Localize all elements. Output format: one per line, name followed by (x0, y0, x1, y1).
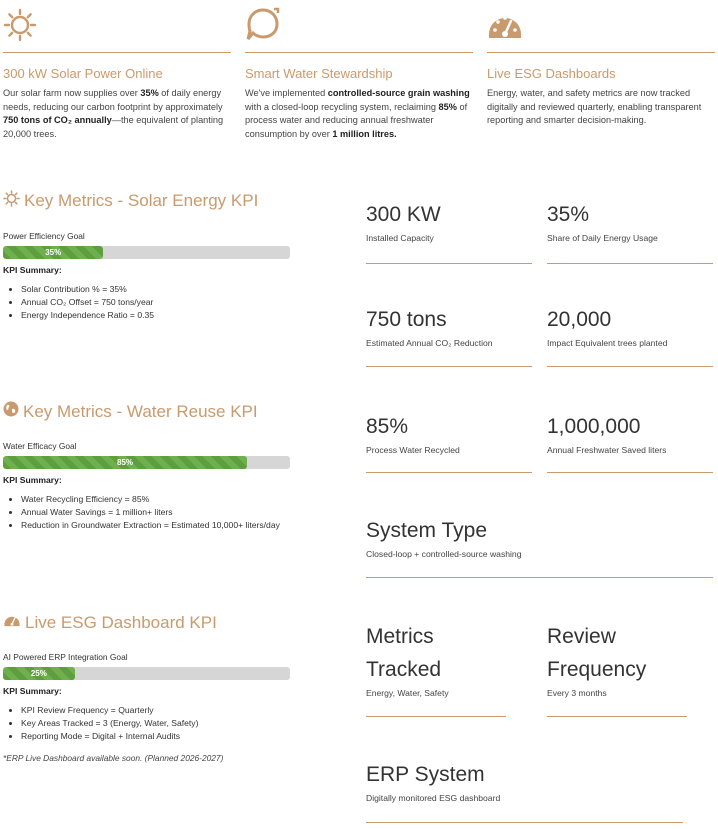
metric-installed-capacity (366, 198, 532, 264)
progress-percent: 85% (116, 458, 133, 467)
kpi-summary-title: KPI Summary: (3, 265, 62, 275)
divider (487, 52, 715, 53)
progress-percent: 25% (30, 669, 47, 678)
highlight-text: 750 tons of CO₂ annually (3, 115, 112, 125)
metric-label: Energy, Water, Safety (366, 688, 449, 698)
description-text: with a closed-loop recycling system, reclaiming (245, 101, 439, 112)
metric-freshwater-saved (547, 410, 713, 473)
list-item: • Annual Water Savings = 1 million+ liters (21, 506, 290, 519)
metric-label: Digitally monitored ESG dashboard (366, 793, 501, 803)
heading-text: Key Metrics - Water Reuse KPI (23, 401, 258, 421)
solar-kpi-heading (3, 190, 290, 212)
metric-label: Annual Freshwater Saved liters (547, 445, 667, 455)
list-item: • Key Areas Tracked = 3 (Energy, Water, Safety) (21, 717, 290, 730)
esg-kpi-heading (3, 612, 290, 633)
sun-icon (3, 0, 231, 46)
dashboard-icon (487, 0, 715, 46)
kpi-summary-list (3, 283, 290, 322)
list-item: • Energy Independence Ratio = 0.35 (21, 309, 290, 322)
highlight-text: 1 million litres. (332, 128, 397, 139)
water-kpi-heading (3, 401, 290, 422)
description-text: We've implemented (245, 88, 328, 98)
heading-text: Live ESG Dashboard KPI (25, 612, 217, 632)
metric-label: Process Water Recycled (366, 445, 460, 455)
metric-label: Estimated Annual CO₂ Reduction (366, 338, 493, 348)
feature-title: 300 kW Solar Power Online (3, 66, 163, 81)
goal-label: AI Powered ERP Integration Goal (3, 652, 128, 662)
description-text: of process water and reducing annual freshwater consumption by over (245, 101, 468, 139)
water-icon (245, 0, 473, 46)
metric-value: Metrics Tracked (366, 625, 442, 681)
description-text: —the equivalent of planting 20,000 trees. (3, 115, 224, 139)
esg-kpi-section (3, 612, 290, 763)
metric-trees (547, 303, 713, 367)
feature-description (487, 87, 715, 128)
metric-value: 85% (366, 415, 409, 438)
metric-value: 1,000,000 (547, 415, 641, 438)
highlight-text: 35% (140, 88, 159, 98)
divider (245, 52, 473, 53)
metric-value: Review Frequency (547, 625, 647, 681)
kpi-summary-list (3, 493, 290, 532)
kpi-summary-title: KPI Summary: (3, 686, 62, 696)
feature-solar (3, 0, 231, 141)
list-item: • Water Recycling Efficiency = 85% (21, 493, 290, 506)
list-item: • Reporting Mode = Digital + Internal Audits (21, 730, 290, 743)
metric-value: 300 KW (366, 203, 441, 226)
metric-label: Installed Capacity (366, 233, 434, 243)
highlight-text: 85% (438, 101, 457, 112)
metric-co2-reduction (366, 303, 532, 367)
metric-label: Share of Daily Energy Usage (547, 233, 658, 243)
kpi-summary-title: KPI Summary: (3, 475, 62, 485)
list-item: • Reduction in Groundwater Extraction = Estimated 10,000+ liters/day (21, 519, 290, 532)
list-item: • Annual CO₂ Offset = 750 tons/year (21, 296, 290, 309)
metric-erp-system (366, 758, 683, 823)
feature-description (3, 87, 231, 141)
metric-water-recycled (366, 410, 532, 473)
globe-icon (3, 401, 19, 422)
goal-label: Water Efficacy Goal (3, 441, 77, 451)
metric-metrics-tracked (366, 620, 506, 717)
progress-bar (3, 246, 290, 259)
metric-system-type (366, 514, 713, 578)
metric-value: 20,000 (547, 308, 612, 331)
progress-bar (3, 667, 290, 680)
metric-value: 35% (547, 203, 590, 226)
description-text: Energy, water, and safety metrics are now tracked digitally and reviewed quarterly, enabling transparent reporting and smarter decision-making. (487, 88, 702, 125)
metric-label: Closed-loop + controlled-source washing (366, 549, 522, 559)
description-text: of daily energy needs, reducing our carbon footprint by approximately (3, 88, 223, 112)
metric-label: Every 3 months (547, 688, 607, 698)
list-item: • KPI Review Frequency = Quarterly (21, 704, 290, 717)
feature-dashboard (487, 0, 715, 128)
progress-percent: 35% (45, 248, 62, 257)
water-kpi-section (3, 401, 290, 532)
feature-title: Live ESG Dashboards (487, 66, 616, 81)
highlight-text: controlled-source grain washing (327, 88, 470, 98)
metric-value: ERP System (366, 763, 485, 786)
erp-note: *ERP Live Dashboard available soon. (Planned 2026-2027) (3, 753, 224, 763)
progress-bar (3, 456, 290, 469)
description-text: Our solar farm now supplies over (3, 88, 141, 98)
feature-water (245, 0, 473, 141)
goal-label: Power Efficiency Goal (3, 231, 85, 241)
dashboard-gauge-icon (3, 612, 21, 633)
kpi-summary-list (3, 704, 290, 743)
feature-title: Smart Water Stewardship (245, 66, 393, 81)
divider (3, 52, 231, 53)
feature-description (245, 87, 473, 141)
heading-text: Key Metrics - Solar Energy KPI (24, 191, 259, 210)
sun-outline-icon (3, 190, 20, 212)
metric-value: System Type (366, 519, 487, 542)
metric-value: 750 tons (366, 308, 447, 331)
metric-label: Impact Equivalent trees planted (547, 338, 668, 348)
solar-kpi-section (3, 190, 290, 322)
list-item: • Solar Contribution % = 35% (21, 283, 290, 296)
metric-review-frequency (547, 620, 687, 717)
metric-energy-share (547, 198, 713, 264)
